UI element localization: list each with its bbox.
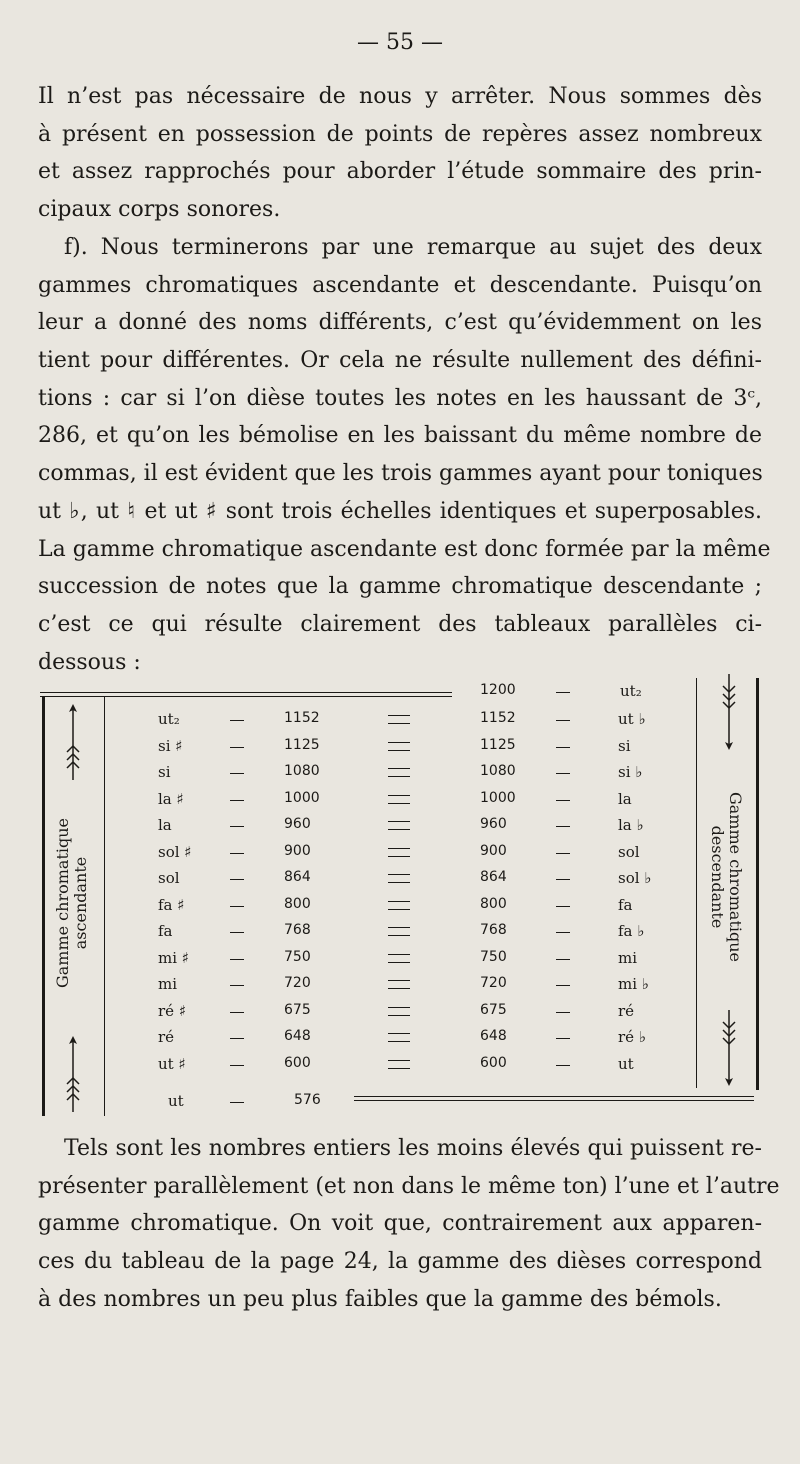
right-note: mi ♭ <box>618 975 649 993</box>
left-dash <box>230 720 244 721</box>
left-value: 900 <box>284 842 311 859</box>
left-border <box>42 696 45 1116</box>
right-note: ut <box>618 1054 634 1073</box>
paragraph-conclusion <box>38 1130 780 1318</box>
left-note: fa ♯ <box>158 895 185 914</box>
left-value: 675 <box>284 1001 311 1018</box>
top-value: 1200 <box>480 682 516 698</box>
left-divider <box>104 696 105 1116</box>
text-line: présenter parallèlement (et non dans le même ton) l’une et l’autre <box>38 1173 780 1199</box>
right-note: la <box>618 789 632 808</box>
bottom-right-rule <box>354 1096 754 1097</box>
right-dash <box>556 1012 570 1013</box>
right-value: 720 <box>480 975 507 991</box>
right-note: ut ♭ <box>618 710 646 728</box>
left-note: mi ♯ <box>158 948 190 967</box>
left-note: la ♯ <box>158 789 184 808</box>
left-value: 1000 <box>284 789 320 806</box>
bottom-right-rule-2 <box>354 1100 754 1101</box>
left-value: 648 <box>284 1028 311 1044</box>
left-dash <box>230 906 244 907</box>
right-dash <box>556 1065 570 1066</box>
right-value: 1080 <box>480 763 516 779</box>
right-note: sol <box>618 842 640 861</box>
text-line: f). Nous terminerons par une remarque au sujet des deux <box>64 235 762 260</box>
right-note: si ♭ <box>618 763 643 781</box>
left-dash <box>230 747 244 748</box>
left-value: 1080 <box>284 763 320 779</box>
paragraph-intro <box>38 78 762 229</box>
right-note: fa <box>618 895 633 914</box>
left-dash <box>230 1038 244 1039</box>
left-dash <box>230 879 244 880</box>
bottom-dash <box>230 1102 244 1103</box>
left-dash <box>230 985 244 986</box>
left-note: ut ♯ <box>158 1054 186 1073</box>
equals-sign <box>388 768 410 777</box>
right-value: 1152 <box>480 710 516 726</box>
left-note: ut₂ <box>158 710 180 728</box>
equals-sign <box>388 715 410 724</box>
right-note: ré <box>618 1001 635 1020</box>
left-value: 768 <box>284 922 311 938</box>
right-label-line1: Gamme chromatique <box>726 791 745 963</box>
right-value: 800 <box>480 895 507 912</box>
up-arrow-icon <box>64 702 82 782</box>
text-line: et assez rapprochés pour aborder l’étude sommaire des prin- <box>38 159 762 185</box>
right-scale-label <box>708 777 744 977</box>
left-value: 750 <box>284 948 311 965</box>
equals-sign <box>388 927 410 936</box>
right-note: mi <box>618 948 638 967</box>
right-dash <box>556 1038 570 1039</box>
left-note: ré <box>158 1028 175 1046</box>
left-scale-label <box>54 803 90 1003</box>
equals-sign <box>388 1033 410 1042</box>
chromatic-scales-table <box>40 672 762 1118</box>
right-value: 648 <box>480 1028 507 1044</box>
right-dash <box>556 906 570 907</box>
equals-sign <box>388 954 410 963</box>
right-note: si <box>618 736 631 755</box>
left-label-line2: ascendante <box>71 856 90 950</box>
right-note: fa ♭ <box>618 922 645 940</box>
text-line: La gamme chromatique ascendante est donc formée par la même <box>38 536 771 562</box>
text-line: gamme chromatique. On voit que, contrairement aux apparen- <box>38 1211 762 1237</box>
text-line: Tels sont les nombres entiers les moins élevés qui puissent re- <box>64 1136 762 1161</box>
top-left-rule-2 <box>40 696 452 697</box>
left-note: la <box>158 816 172 834</box>
left-note: si <box>158 763 171 781</box>
text-line: tions : car si l’on dièse toutes les notes en les haussant de 3ᶜ, <box>38 385 762 411</box>
left-value: 720 <box>284 975 311 991</box>
right-dash <box>556 773 570 774</box>
left-label-line1: Gamme chromatique <box>53 817 72 989</box>
right-value: 900 <box>480 842 507 859</box>
equals-sign <box>388 901 410 910</box>
equals-sign <box>388 848 410 857</box>
text-line: 286, et qu’on les bémolise en les baissant du même nombre de <box>38 423 762 449</box>
page-number: — 55 — <box>357 30 443 55</box>
right-dash <box>556 879 570 880</box>
left-note: ré ♯ <box>158 1001 187 1020</box>
bottom-note: ut <box>168 1092 184 1110</box>
down-arrow-icon <box>720 672 738 752</box>
top-left-rule <box>40 692 452 693</box>
right-note: sol ♭ <box>618 869 652 887</box>
right-dash <box>556 853 570 854</box>
equals-sign <box>388 980 410 989</box>
text-line: commas, il est évident que les trois gammes ayant pour toniques <box>38 461 763 487</box>
right-dash <box>556 800 570 801</box>
left-note: si ♯ <box>158 736 183 755</box>
right-value: 768 <box>480 922 507 938</box>
text-line: leur a donné des noms différents, c’est qu’évidemment on les <box>38 310 762 336</box>
text-line: c’est ce qui résulte clairement des tableaux parallèles ci- <box>38 611 762 637</box>
right-dash <box>556 747 570 748</box>
text-line: à des nombres un peu plus faibles que la gamme des bémols. <box>38 1286 722 1312</box>
text-line: tient pour différentes. Or cela ne résulte nullement des défini- <box>38 348 762 374</box>
top-dash <box>556 692 570 693</box>
left-dash <box>230 800 244 801</box>
up-arrow-icon <box>64 1034 82 1114</box>
left-value: 864 <box>284 869 311 885</box>
left-dash <box>230 773 244 774</box>
right-dash <box>556 985 570 986</box>
left-dash <box>230 959 244 960</box>
text-line: ces du tableau de la page 24, la gamme des dièses correspond <box>38 1249 762 1275</box>
text-line: cipaux corps sonores. <box>38 197 281 223</box>
text-line: ut ♭, ut ♮ et ut ♯ sont trois échelles identiques et superposables. <box>38 498 762 524</box>
right-divider <box>696 678 697 1088</box>
left-value: 960 <box>284 816 311 832</box>
left-value: 1152 <box>284 710 320 726</box>
left-dash <box>230 932 244 933</box>
equals-sign <box>388 874 410 883</box>
left-note: sol <box>158 869 180 887</box>
text-line: succession de notes que la gamme chromatique descendante ; <box>38 574 762 600</box>
top-note: ut₂ <box>620 682 642 700</box>
left-value: 800 <box>284 895 311 912</box>
text-line: gammes chromatiques ascendante et descendante. Puisqu’on <box>38 272 762 298</box>
right-dash <box>556 932 570 933</box>
left-dash <box>230 1012 244 1013</box>
right-dash <box>556 959 570 960</box>
down-arrow-icon <box>720 1008 738 1088</box>
right-value: 600 <box>480 1054 507 1071</box>
right-value: 864 <box>480 869 507 885</box>
left-note: mi <box>158 975 178 993</box>
left-value: 600 <box>284 1054 311 1071</box>
right-dash <box>556 720 570 721</box>
left-dash <box>230 853 244 854</box>
right-label-line2: descendante <box>708 825 727 929</box>
left-note: fa <box>158 922 173 940</box>
equals-sign <box>388 795 410 804</box>
right-value: 750 <box>480 948 507 965</box>
equals-sign <box>388 1007 410 1016</box>
left-dash <box>230 1065 244 1066</box>
equals-sign <box>388 742 410 751</box>
equals-sign <box>388 821 410 830</box>
right-value: 960 <box>480 816 507 832</box>
text-line: dessous : <box>38 649 141 675</box>
right-dash <box>556 826 570 827</box>
right-value: 1000 <box>480 789 516 806</box>
left-note: sol ♯ <box>158 842 192 861</box>
right-note: la ♭ <box>618 816 644 834</box>
left-dash <box>230 826 244 827</box>
right-value: 675 <box>480 1001 507 1018</box>
right-border <box>756 678 759 1090</box>
equals-sign <box>388 1060 410 1069</box>
right-value: 1125 <box>480 736 516 753</box>
left-value: 1125 <box>284 736 320 753</box>
paragraph-remark-f <box>38 229 771 681</box>
text-line: à présent en possession de points de repères assez nombreux <box>38 121 762 147</box>
right-note: ré ♭ <box>618 1028 646 1046</box>
text-line: Il n’est pas nécessaire de nous y arrêter. Nous sommes dès <box>38 84 762 109</box>
bottom-value: 576 <box>294 1092 321 1108</box>
